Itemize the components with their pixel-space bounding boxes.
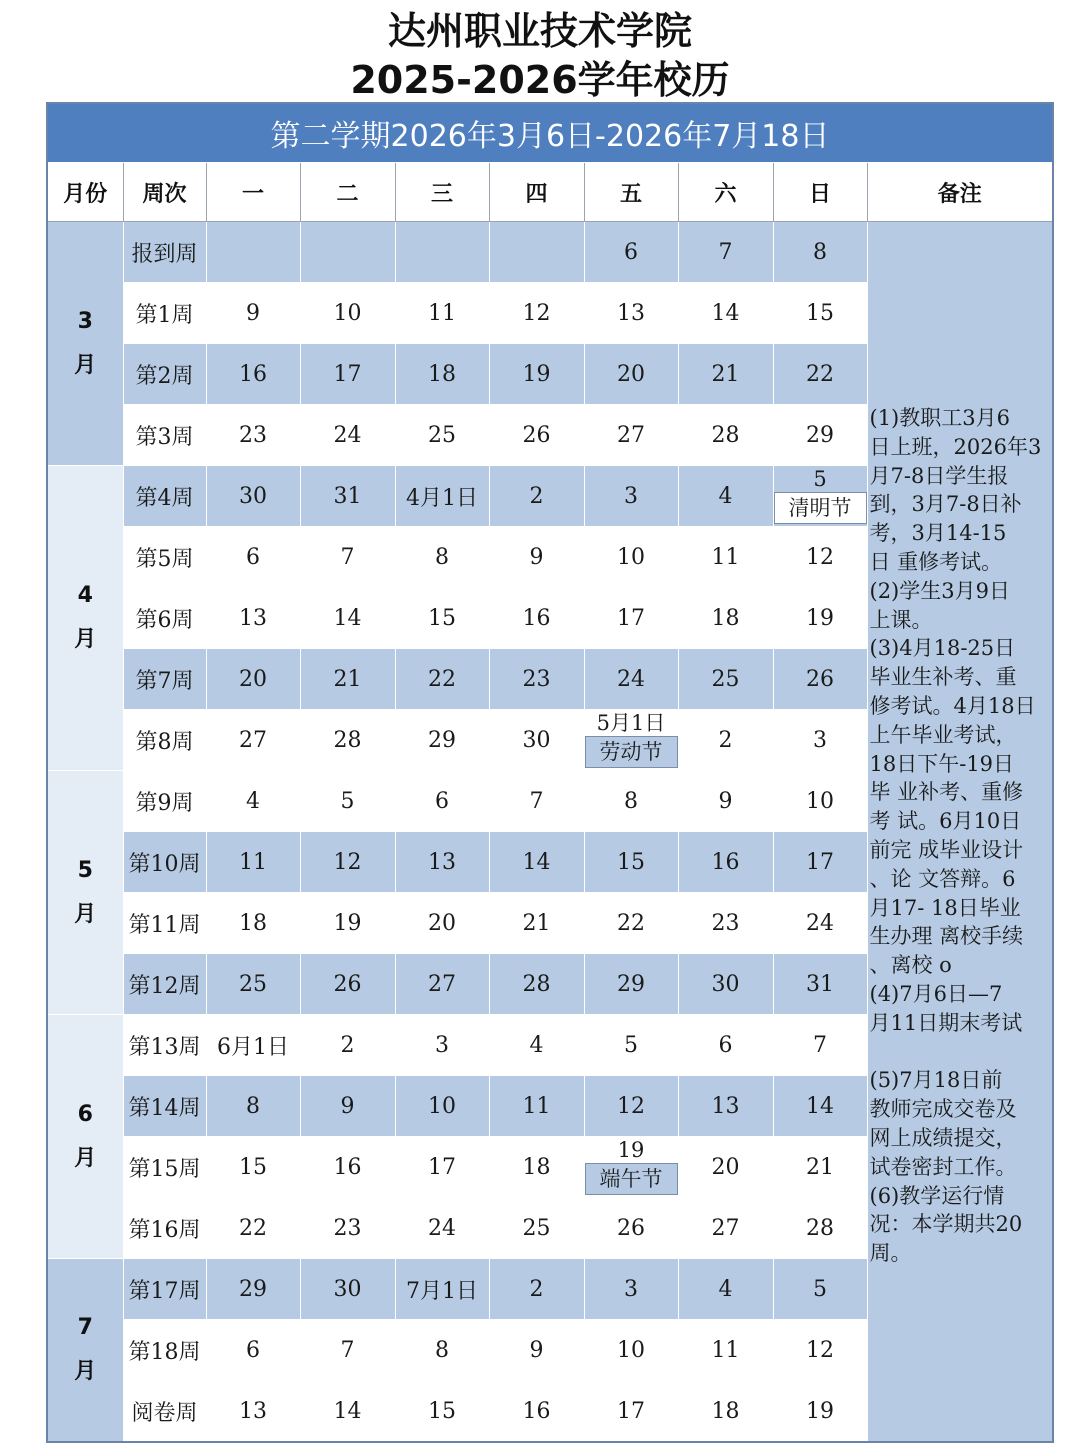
date-cell: 12 xyxy=(489,283,584,344)
date-cell: 31 xyxy=(300,466,395,527)
date-cell: 28 xyxy=(773,1198,867,1259)
date-cell: 10 xyxy=(584,1320,678,1381)
week-label: 第10周 xyxy=(123,832,206,893)
week-label: 第5周 xyxy=(123,527,206,588)
week-label: 第4周 xyxy=(123,466,206,527)
date-cell: 15 xyxy=(584,832,678,893)
date-cell: 6 xyxy=(395,771,489,832)
date-cell: 17 xyxy=(300,344,395,405)
date-cell: 20 xyxy=(678,1137,773,1198)
date-cell: 7 xyxy=(489,771,584,832)
date-cell: 20 xyxy=(206,649,300,710)
date-cell: 19 xyxy=(773,1381,867,1443)
date-cell: 10 xyxy=(773,771,867,832)
date-cell: 19 xyxy=(489,344,584,405)
date-cell: 6 xyxy=(206,527,300,588)
date-cell: 24 xyxy=(584,649,678,710)
date-cell: 29 xyxy=(584,954,678,1015)
month-label: 7 月 xyxy=(47,1259,123,1443)
date-cell: 9 xyxy=(489,1320,584,1381)
date-cell: 14 xyxy=(300,588,395,649)
date-cell: 8 xyxy=(206,1076,300,1137)
date-cell: 9 xyxy=(300,1076,395,1137)
week-row xyxy=(47,222,1053,283)
date-cell: 2 xyxy=(489,1259,584,1320)
month-label: 4 月 xyxy=(47,466,123,771)
date-cell: 15 xyxy=(395,588,489,649)
date-cell: 18 xyxy=(489,1137,584,1198)
week-label: 第13周 xyxy=(123,1015,206,1076)
week-label: 第11周 xyxy=(123,893,206,954)
date-cell: 4 xyxy=(678,1259,773,1320)
semester-banner: 第二学期2026年3月6日-2026年7月18日 xyxy=(47,103,1053,163)
school-calendar-table xyxy=(46,102,1054,1443)
date-cell: 23 xyxy=(489,649,584,710)
date-cell: 17 xyxy=(395,1137,489,1198)
date-cell: 22 xyxy=(206,1198,300,1259)
date-cell: 8 xyxy=(773,222,867,283)
date-cell: 5 xyxy=(300,771,395,832)
date-cell: 7 xyxy=(678,222,773,283)
date-cell: 23 xyxy=(206,405,300,466)
note-item: (6)教学运行情 况：本学期共20 周。 xyxy=(869,1183,1023,1266)
week-label: 第18周 xyxy=(123,1320,206,1381)
date-cell xyxy=(395,222,489,283)
date-cell: 24 xyxy=(300,405,395,466)
date-cell: 27 xyxy=(395,954,489,1015)
date-cell: 8 xyxy=(395,1320,489,1381)
date-cell: 17 xyxy=(773,832,867,893)
date-cell: 29 xyxy=(773,405,867,466)
school-name: 达州职业技术学院 xyxy=(387,9,692,53)
holiday-stack xyxy=(585,1137,678,1197)
date-cell: 7 xyxy=(773,1015,867,1076)
calendar-body xyxy=(47,103,1053,1442)
date-cell: 28 xyxy=(678,405,773,466)
date-cell: 25 xyxy=(678,649,773,710)
date-cell: 23 xyxy=(300,1198,395,1259)
date-cell: 11 xyxy=(678,1320,773,1381)
date-cell: 9 xyxy=(206,283,300,344)
date-cell: 27 xyxy=(678,1198,773,1259)
date-cell: 25 xyxy=(489,1198,584,1259)
week-label: 第2周 xyxy=(123,344,206,405)
week-label: 第12周 xyxy=(123,954,206,1015)
date-cell: 6 xyxy=(206,1320,300,1381)
week-label: 第1周 xyxy=(123,283,206,344)
date-cell: 20 xyxy=(584,344,678,405)
date-number: 19 xyxy=(585,1137,678,1163)
date-cell: 21 xyxy=(773,1137,867,1198)
date-cell: 15 xyxy=(206,1137,300,1198)
date-cell: 7月1日 xyxy=(395,1259,489,1320)
monday-header: 一 xyxy=(206,163,300,222)
date-cell: 21 xyxy=(489,893,584,954)
date-number: 5月1日 xyxy=(585,710,678,736)
date-cell: 3 xyxy=(395,1015,489,1076)
date-cell: 11 xyxy=(395,283,489,344)
date-cell: 10 xyxy=(584,527,678,588)
date-cell: 16 xyxy=(678,832,773,893)
date-cell: 13 xyxy=(206,1381,300,1443)
date-cell: 28 xyxy=(300,710,395,771)
date-cell: 24 xyxy=(773,893,867,954)
date-cell: 18 xyxy=(206,893,300,954)
date-cell: 23 xyxy=(678,893,773,954)
holiday-date-cell xyxy=(773,466,867,527)
date-cell: 21 xyxy=(678,344,773,405)
note-item: (3)4月18-25日 毕业生补考、重 修考试。4月18日 上午毕业考试， 18日下午-19日 毕 业补考、重修 考 试。6月10日 前完 成毕业设计 、论 文答辩。6 月17- 18日毕业 生办理 离校手续 、离校 o xyxy=(869,636,1036,978)
week-label: 第7周 xyxy=(123,649,206,710)
date-number: 5 xyxy=(774,466,867,492)
week-label: 第16周 xyxy=(123,1198,206,1259)
date-cell: 8 xyxy=(584,771,678,832)
date-cell xyxy=(489,222,584,283)
date-cell: 30 xyxy=(206,466,300,527)
date-cell: 14 xyxy=(489,832,584,893)
calendar-year-title: 2025-2026学年校历 xyxy=(350,58,730,102)
holiday-date-cell xyxy=(584,1137,678,1198)
saturday-header: 六 xyxy=(678,163,773,222)
week-label: 第14周 xyxy=(123,1076,206,1137)
date-cell: 22 xyxy=(773,344,867,405)
date-cell: 6 xyxy=(584,222,678,283)
wednesday-header: 三 xyxy=(395,163,489,222)
date-cell: 21 xyxy=(300,649,395,710)
date-cell: 8 xyxy=(395,527,489,588)
date-cell: 25 xyxy=(395,405,489,466)
date-cell: 16 xyxy=(206,344,300,405)
week-label: 第17周 xyxy=(123,1259,206,1320)
date-cell: 2 xyxy=(489,466,584,527)
note-item: (2)学生3月9日 上课。 xyxy=(869,578,1010,632)
date-cell: 12 xyxy=(773,1320,867,1381)
friday-header: 五 xyxy=(584,163,678,222)
date-cell: 2 xyxy=(300,1015,395,1076)
note-item: (5)7月18日前 教师完成交卷及 网上成绩提交， 试卷密封工作。 xyxy=(869,1068,1017,1179)
notes-cell xyxy=(867,222,1053,1443)
date-cell: 26 xyxy=(489,405,584,466)
date-cell: 30 xyxy=(300,1259,395,1320)
date-cell: 2 xyxy=(678,710,773,771)
date-cell: 18 xyxy=(395,344,489,405)
month-column-header: 月份 xyxy=(47,163,123,222)
thursday-header: 四 xyxy=(489,163,584,222)
date-cell: 10 xyxy=(395,1076,489,1137)
date-cell: 3 xyxy=(584,466,678,527)
date-cell: 31 xyxy=(773,954,867,1015)
date-cell: 9 xyxy=(489,527,584,588)
date-cell: 10 xyxy=(300,283,395,344)
holiday-label: 清明节 xyxy=(774,492,867,524)
date-cell: 24 xyxy=(395,1198,489,1259)
date-cell: 13 xyxy=(678,1076,773,1137)
date-cell: 19 xyxy=(300,893,395,954)
date-cell: 14 xyxy=(678,283,773,344)
week-label: 第3周 xyxy=(123,405,206,466)
date-cell: 12 xyxy=(773,527,867,588)
date-cell: 15 xyxy=(773,283,867,344)
date-cell: 13 xyxy=(395,832,489,893)
week-label: 第9周 xyxy=(123,771,206,832)
date-cell: 22 xyxy=(584,893,678,954)
date-cell: 27 xyxy=(206,710,300,771)
week-label: 报到周 xyxy=(123,222,206,283)
date-cell: 29 xyxy=(206,1259,300,1320)
date-cell: 5 xyxy=(773,1259,867,1320)
week-label: 第15周 xyxy=(123,1137,206,1198)
month-label: 3 月 xyxy=(47,222,123,466)
date-cell: 18 xyxy=(678,1381,773,1443)
date-cell: 16 xyxy=(489,1381,584,1443)
date-cell: 16 xyxy=(300,1137,395,1198)
date-cell: 26 xyxy=(773,649,867,710)
date-cell: 15 xyxy=(395,1381,489,1443)
date-cell: 9 xyxy=(678,771,773,832)
week-label: 第8周 xyxy=(123,710,206,771)
column-header-row xyxy=(47,163,1053,222)
date-cell xyxy=(206,222,300,283)
date-cell: 14 xyxy=(300,1381,395,1443)
notes-column-header: 备注 xyxy=(867,163,1053,222)
date-cell: 18 xyxy=(678,588,773,649)
date-cell: 30 xyxy=(489,710,584,771)
date-cell: 26 xyxy=(300,954,395,1015)
date-cell: 14 xyxy=(773,1076,867,1137)
holiday-stack xyxy=(774,466,867,526)
date-cell xyxy=(300,222,395,283)
date-cell: 6月1日 xyxy=(206,1015,300,1076)
date-cell: 17 xyxy=(584,1381,678,1443)
holiday-stack xyxy=(585,710,678,770)
date-cell: 27 xyxy=(584,405,678,466)
note-item: (4)7月6日—7 月11日期末考试 xyxy=(869,981,1023,1035)
date-cell: 12 xyxy=(300,832,395,893)
date-cell: 5 xyxy=(584,1015,678,1076)
date-cell: 19 xyxy=(773,588,867,649)
date-cell: 30 xyxy=(678,954,773,1015)
date-cell: 4月1日 xyxy=(395,466,489,527)
holiday-label: 劳动节 xyxy=(585,736,678,768)
date-cell: 11 xyxy=(206,832,300,893)
month-label: 5 月 xyxy=(47,771,123,1015)
date-cell: 29 xyxy=(395,710,489,771)
date-cell: 7 xyxy=(300,1320,395,1381)
month-label: 6 月 xyxy=(47,1015,123,1259)
holiday-date-cell xyxy=(584,710,678,771)
date-cell: 11 xyxy=(678,527,773,588)
week-column-header: 周次 xyxy=(123,163,206,222)
date-cell: 11 xyxy=(489,1076,584,1137)
date-cell: 17 xyxy=(584,588,678,649)
note-item: (1)教职工3月6 日上班，2026年3 月7-8日学生报 到，3月7-8日补 考，3月14-15 日 重修考试。 xyxy=(869,406,1042,574)
holiday-label: 端午节 xyxy=(585,1163,678,1195)
date-cell: 4 xyxy=(206,771,300,832)
date-cell: 13 xyxy=(584,283,678,344)
date-cell: 3 xyxy=(584,1259,678,1320)
week-label: 阅卷周 xyxy=(123,1381,206,1443)
date-cell: 4 xyxy=(489,1015,584,1076)
date-cell: 26 xyxy=(584,1198,678,1259)
sunday-header: 日 xyxy=(773,163,867,222)
date-cell: 20 xyxy=(395,893,489,954)
date-cell: 4 xyxy=(678,466,773,527)
date-cell: 22 xyxy=(395,649,489,710)
date-cell: 13 xyxy=(206,588,300,649)
date-cell: 25 xyxy=(206,954,300,1015)
date-cell: 12 xyxy=(584,1076,678,1137)
tuesday-header: 二 xyxy=(300,163,395,222)
week-label: 第6周 xyxy=(123,588,206,649)
date-cell: 7 xyxy=(300,527,395,588)
date-cell: 3 xyxy=(773,710,867,771)
date-cell: 6 xyxy=(678,1015,773,1076)
date-cell: 28 xyxy=(489,954,584,1015)
date-cell: 16 xyxy=(489,588,584,649)
